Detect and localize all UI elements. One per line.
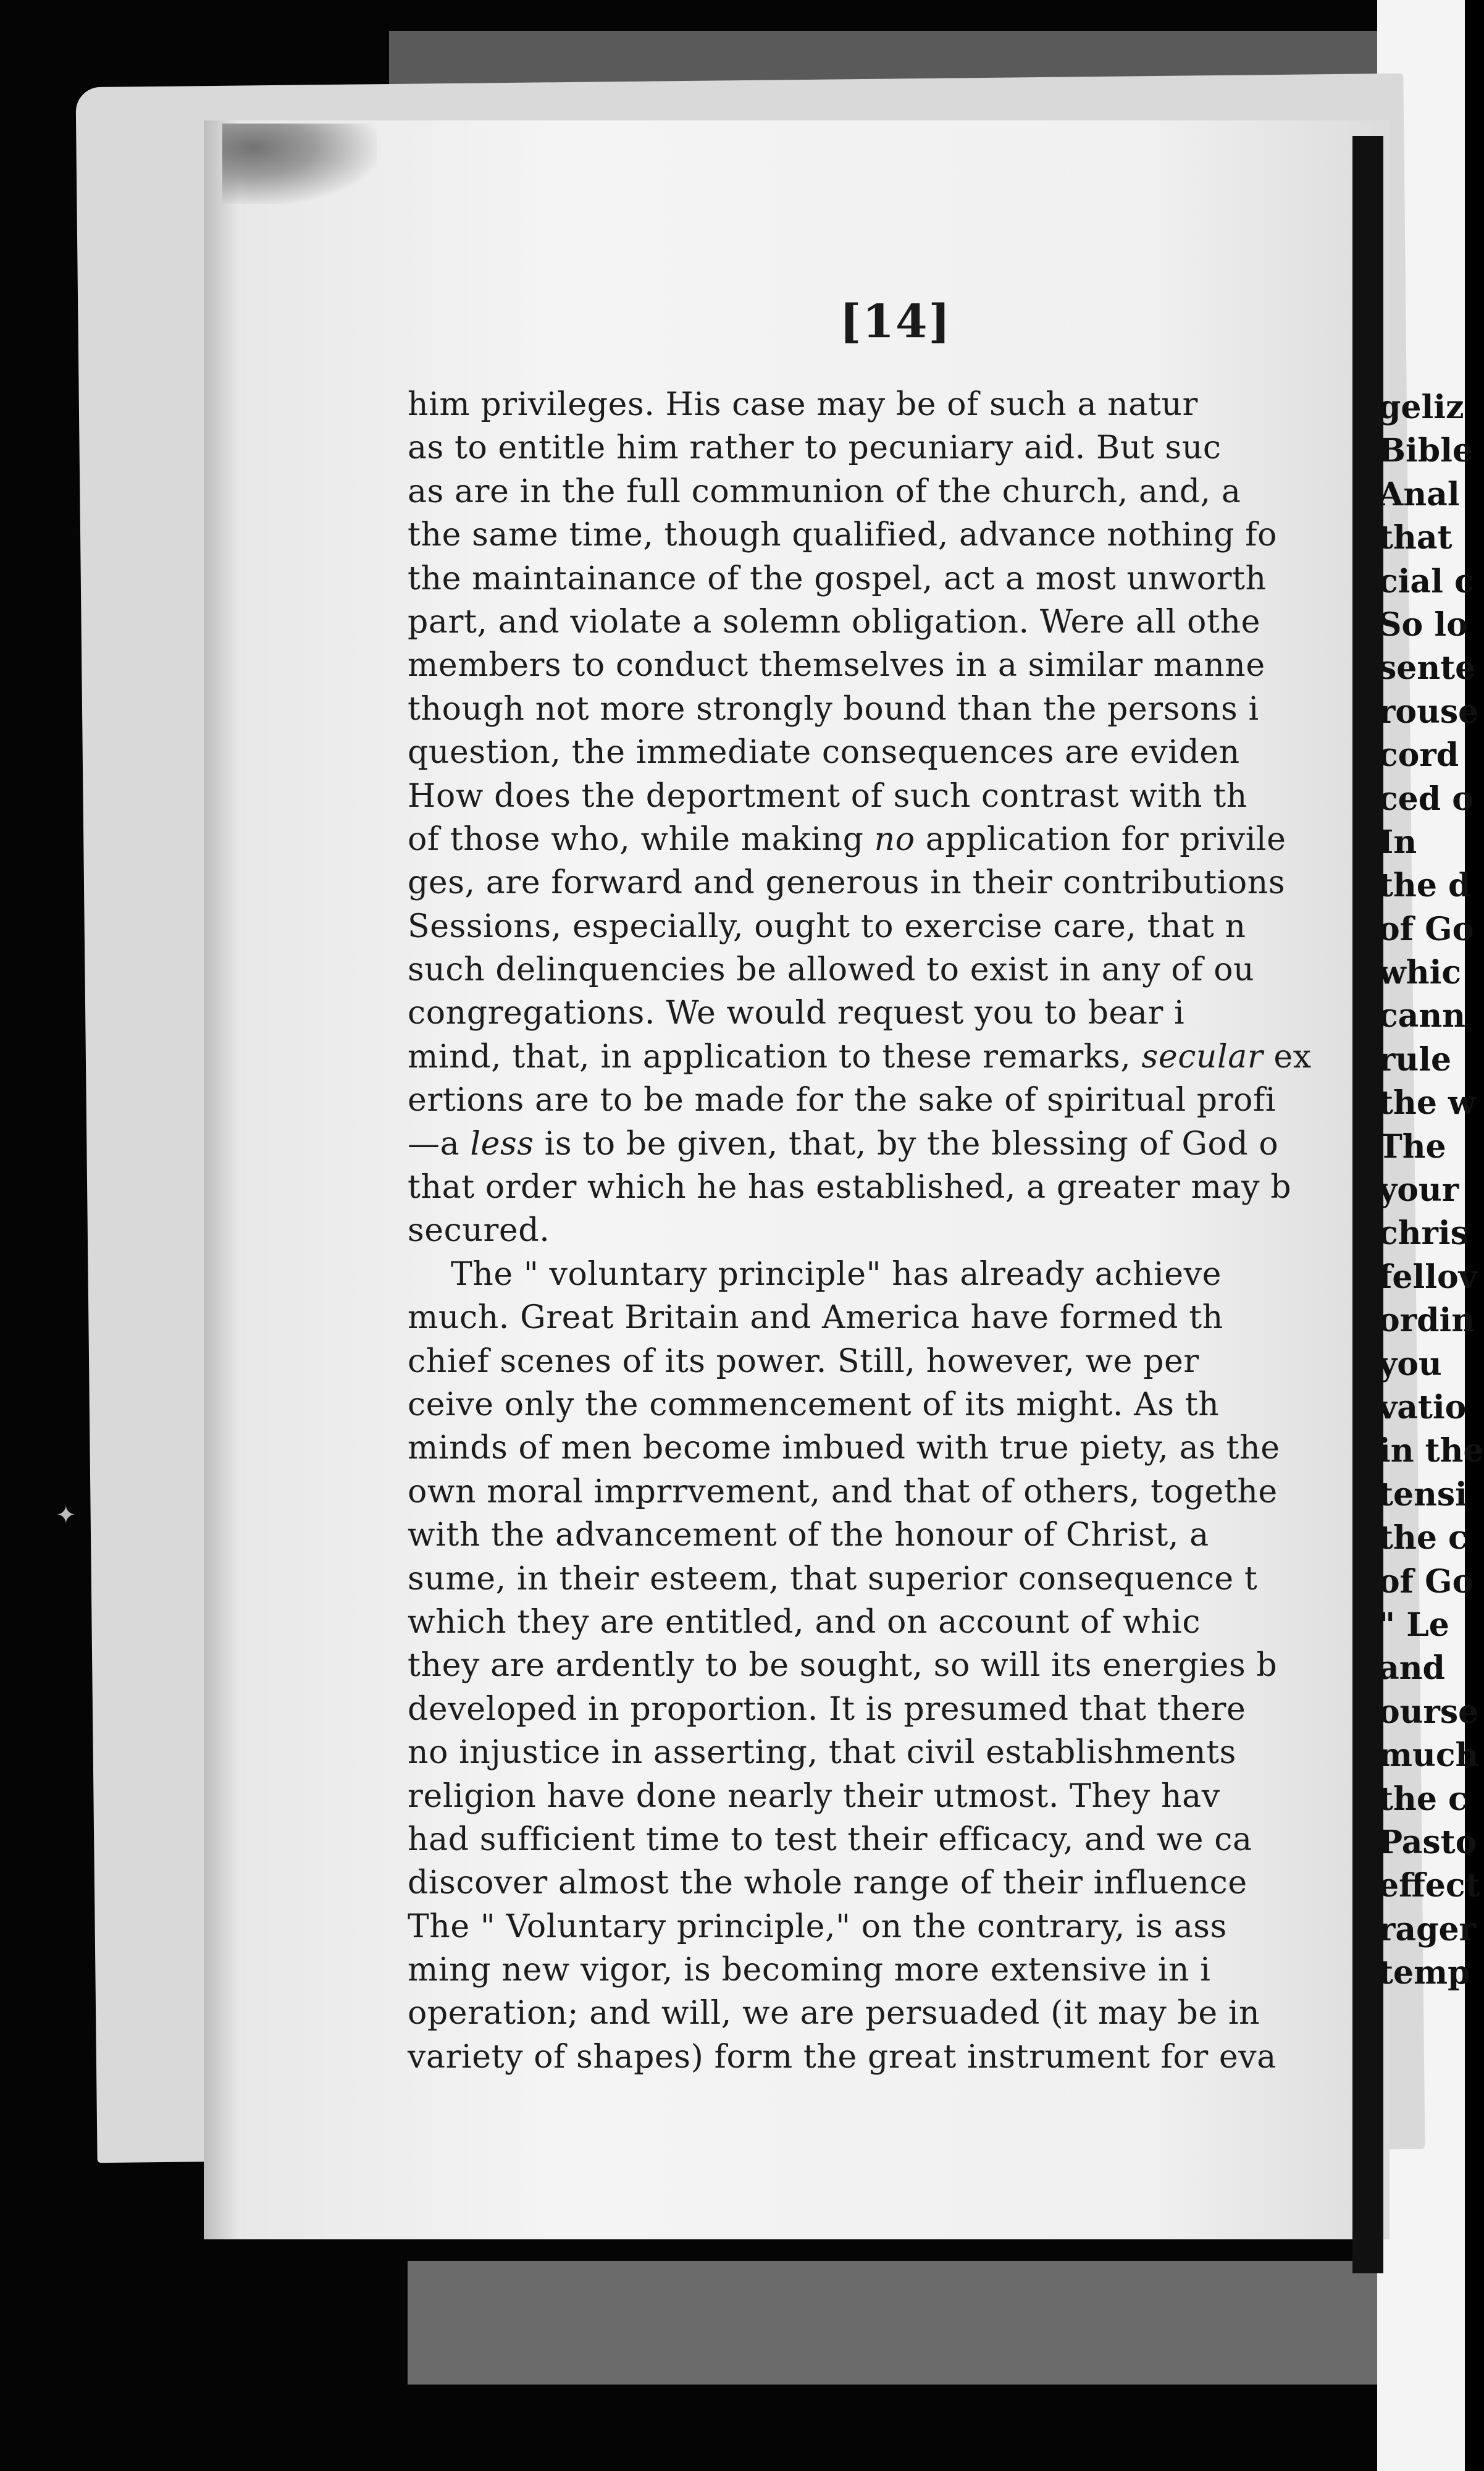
text-line: ceive only the commencement of its might. As th (408, 1386, 1220, 1423)
facing-text-line: rouse (1378, 692, 1479, 731)
facing-text-line: that (1378, 519, 1453, 557)
page-corner-stain (222, 124, 377, 204)
facing-text-line: of Go (1378, 1562, 1474, 1601)
facing-text-line: the w (1378, 1084, 1476, 1122)
facing-text-line: sente (1378, 649, 1476, 688)
facing-text-line: vatio (1378, 1388, 1467, 1426)
facing-text-line: temp (1378, 1954, 1470, 1992)
facing-text-line: Pasto (1378, 1823, 1477, 1861)
facing-text-line: much (1378, 1736, 1479, 1775)
facing-text-line: Anal (1378, 475, 1460, 513)
text-line: operation; and will, we are persuaded (it may be in (408, 1995, 1260, 2032)
text-line: sume, in their esteem, that superior consequence t (408, 1560, 1258, 1598)
facing-text-line: rule (1378, 1040, 1452, 1079)
text-line: they are ardently to be sought, so will its energies b (408, 1647, 1278, 1685)
facing-text-line: the d (1378, 867, 1471, 905)
facing-text-line: The (1378, 1127, 1446, 1166)
text-line: Sessions, especially, ought to exercise care, that n (408, 907, 1246, 945)
scanner-strip-bottom (408, 2261, 1390, 2385)
text-line: question, the immediate consequences are eviden (408, 734, 1240, 772)
facing-text-line: and (1378, 1649, 1445, 1688)
scan-speck: ✦ (56, 1501, 77, 1530)
text-line: The " voluntary principle" has already achieve (451, 1255, 1222, 1293)
text-line: part, and violate a solemn obligation. Were all othe (408, 603, 1260, 641)
facing-text-line: the c (1378, 1519, 1468, 1557)
facing-text-line: fellov (1378, 1258, 1477, 1296)
text-line: variety of shapes) form the great instrument for eva (408, 2038, 1276, 2076)
text-line: though not more strongly bound than the persons i (408, 690, 1259, 728)
facing-text-line: cord (1378, 736, 1459, 775)
facing-text-line: your (1378, 1171, 1459, 1210)
text-line: that order which he has established, a greater may b (408, 1169, 1292, 1206)
facing-text-line: you (1378, 1345, 1442, 1383)
text-line: mind, that, in application to these remarks, secular ex (408, 1038, 1312, 1076)
facing-text-line: cial c (1378, 562, 1474, 600)
facing-text-line: tensi (1378, 1475, 1467, 1513)
text-line: ertions are to be made for the sake of spiritual profi (408, 1082, 1276, 1119)
facing-text-line: " Le (1378, 1606, 1449, 1644)
facing-text-line: in the (1378, 1432, 1484, 1470)
facing-text-line: In (1378, 823, 1417, 861)
page-number: [14] (839, 295, 952, 348)
facing-text-line: of Go (1378, 910, 1474, 948)
facing-text-line: rager (1378, 1910, 1476, 1948)
text-line: had sufficient time to test their efficacy, and we ca (408, 1821, 1252, 1858)
facing-text-line: ced o (1378, 780, 1474, 818)
body-text (408, 383, 1377, 2079)
text-line: minds of men become imbued with true piety, as the (408, 1429, 1280, 1467)
text-line: such delinquencies be allowed to exist in any of ou (408, 951, 1255, 989)
text-line: secured. (408, 1212, 550, 1250)
text-line: much. Great Britain and America have formed th (408, 1299, 1223, 1337)
text-line: developed in proportion. It is presumed that there (408, 1690, 1246, 1728)
facing-text-line: Bible (1378, 432, 1473, 470)
facing-text-line: ourse (1378, 1693, 1479, 1731)
text-line: of those who, while making no application for privile (408, 820, 1286, 858)
text-line: ges, are forward and generous in their contributions (408, 864, 1286, 902)
page-edge-shadow (204, 120, 241, 2239)
text-line: own moral imprrvement, and that of others, togethe (408, 1473, 1278, 1510)
facing-text-line: geliz (1378, 389, 1464, 426)
facing-text-line: whic (1378, 954, 1461, 992)
text-line: discover almost the whole range of their influence (408, 1864, 1247, 1902)
text-line: no injustice in asserting, that civil establishments (408, 1734, 1236, 1772)
facing-page-text (1378, 386, 1484, 1995)
facing-text-line: effect (1378, 1867, 1480, 1905)
facing-text-line: cann (1378, 997, 1465, 1035)
text-line: the maintainance of the gospel, act a most unworth (408, 560, 1267, 597)
text-line: with the advancement of the honour of Christ, a (408, 1517, 1209, 1554)
text-line: as to entitle him rather to pecuniary aid. But suc (408, 429, 1222, 467)
text-line: chief scenes of its power. Still, however, we per (408, 1342, 1199, 1380)
text-line: How does the deportment of such contrast with th (408, 777, 1247, 815)
text-line: members to conduct themselves in a similar manne (408, 647, 1265, 684)
text-line: religion have done nearly their utmost. They hav (408, 1777, 1220, 1815)
facing-text-line: chris (1378, 1214, 1469, 1253)
text-line: him privileges. His case may be of such a natur (408, 386, 1198, 423)
text-line: —a less is to be given, that, by the blessing of God o (408, 1125, 1279, 1163)
text-line: ming new vigor, is becoming more extensive in i (408, 1951, 1211, 1989)
text-line: as are in the full communion of the church, and, a (408, 473, 1241, 510)
facing-text-line: ordin (1378, 1302, 1475, 1340)
text-line: The " Voluntary principle," on the contrary, is ass (408, 1908, 1227, 1945)
text-line: the same time, though qualified, advance nothing fo (408, 516, 1278, 554)
text-line: which they are entitled, and on account of whic (408, 1603, 1201, 1641)
facing-text-line: So lo (1378, 605, 1468, 644)
facing-text-line: the c (1378, 1780, 1468, 1818)
text-line: congregations. We would request you to bear i (408, 995, 1185, 1032)
